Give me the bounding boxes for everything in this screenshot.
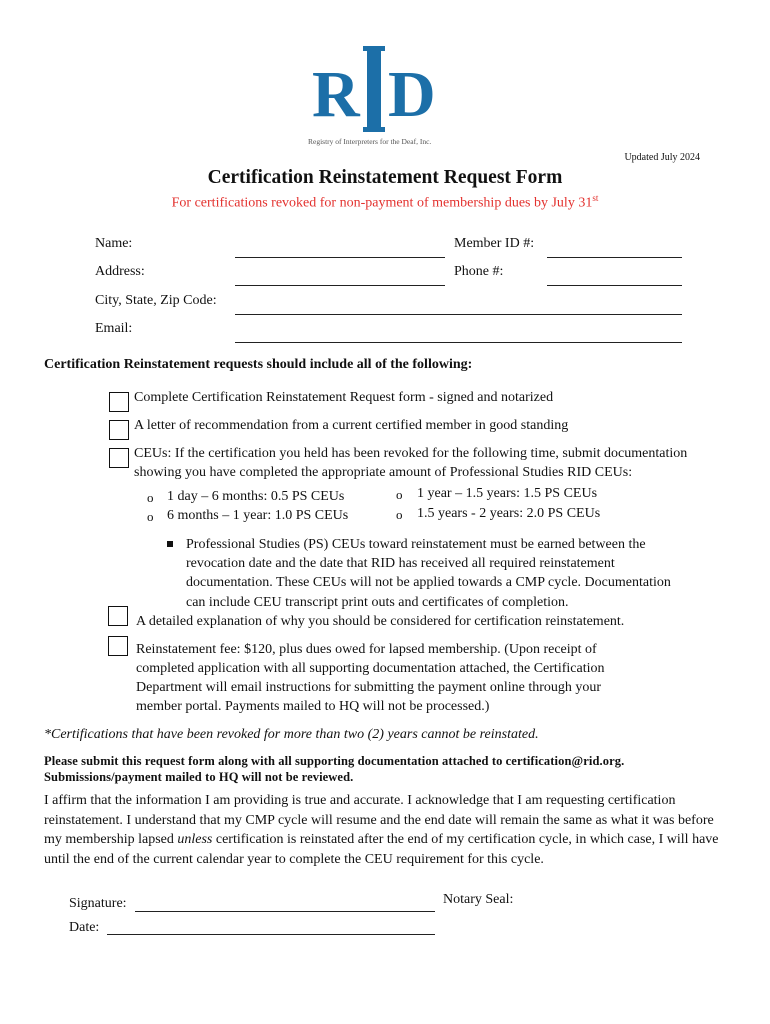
updated-date: Updated July 2024 xyxy=(624,152,700,163)
member-id-label: Member ID #: xyxy=(454,236,535,251)
address-label: Address: xyxy=(95,264,145,279)
ceu-bullet-icon: o xyxy=(147,490,154,505)
rid-logo xyxy=(308,44,468,154)
logo-letter-r: R xyxy=(312,58,360,131)
ceu-bullet-icon: o xyxy=(396,507,403,522)
fee-line: member portal. Payments mailed to HQ will not be processed.) xyxy=(136,699,490,714)
affirmation-paragraph xyxy=(44,791,734,869)
affirmation-part1: I affirm that the information I am providing is true and accurate. I acknowledge that I am requesting certification reinstatement. I understand that my CMP cycle will resume and the end date will remain the same as what it was before my membership lapsed xyxy=(44,793,714,847)
submit-line2: Submissions/payment mailed to HQ will not be reviewed. xyxy=(44,770,354,784)
rid-logo-graphic xyxy=(308,44,468,154)
logo-letter-d: D xyxy=(388,58,436,131)
affirmation-part2: certification is reinstated after the end of my certification cycle, in which case, I will have until the end of the current calendar year to complete the CEU requirement for this cycle. xyxy=(44,832,719,867)
ceu-bullet-icon: o xyxy=(147,509,154,524)
ceu-option: 6 months – 1 year: 1.0 PS CEUs xyxy=(167,508,349,523)
submit-line1: Please submit this request form along with all supporting documentation attached to certification@rid.org. xyxy=(44,754,625,768)
date-field[interactable] xyxy=(107,934,435,935)
page-subtitle xyxy=(0,193,770,212)
submit-instructions xyxy=(44,753,624,785)
requirement-ceus-line2: showing you have completed the appropriate amount of Professional Studies RID CEUs: xyxy=(134,465,633,480)
ps-note-line: revocation date and the date that RID has received all required reinstatement xyxy=(186,556,615,571)
requirement-explanation: A detailed explanation of why you should be considered for certification reinstatement. xyxy=(136,614,625,629)
requirement-recommendation-letter: A letter of recommendation from a current certified member in good standing xyxy=(134,418,569,433)
phone-label: Phone #: xyxy=(454,264,504,279)
page-title: Certification Reinstatement Request Form xyxy=(207,167,563,188)
requirements-heading: Certification Reinstatement requests should include all of the following: xyxy=(44,357,473,372)
ceu-option: 1 day – 6 months: 0.5 PS CEUs xyxy=(167,489,345,504)
checkbox-explanation[interactable] xyxy=(108,606,128,626)
signature-label: Signature: xyxy=(69,896,127,911)
fee-line: Department will email instructions for submitting the payment online through your xyxy=(136,680,602,695)
city-state-zip-label: City, State, Zip Code: xyxy=(95,293,217,308)
member-id-field[interactable] xyxy=(547,257,682,258)
phone-field[interactable] xyxy=(547,285,682,286)
requirement-ceus-line1: CEUs: If the certification you held has been revoked for the following time, submit documentation xyxy=(134,446,688,461)
requirement-request-form: Complete Certification Reinstatement Request form - signed and notarized xyxy=(134,390,554,405)
logo-i-stem xyxy=(367,46,381,132)
email-label: Email: xyxy=(95,321,133,336)
checkbox-recommendation-letter[interactable] xyxy=(109,420,129,440)
ps-note-line: documentation. These CEUs will not be applied towards a CMP cycle. Documentation xyxy=(186,575,671,590)
checkbox-reinstatement-fee[interactable] xyxy=(108,636,128,656)
checkbox-request-form[interactable] xyxy=(109,392,129,412)
name-field[interactable] xyxy=(235,257,445,258)
city-state-zip-field[interactable] xyxy=(235,314,682,315)
signature-field[interactable] xyxy=(135,911,435,912)
fee-line: Reinstatement fee: $120, plus dues owed for lapsed membership. (Upon receipt of xyxy=(136,642,597,657)
date-label: Date: xyxy=(69,920,100,935)
logo-i-bottom-serif xyxy=(363,127,385,132)
revoked-note: *Certifications that have been revoked for more than two (2) years cannot be reinstated. xyxy=(44,727,539,742)
logo-tagline: Registry of Interpreters for the Deaf, Inc. xyxy=(308,137,432,146)
address-field[interactable] xyxy=(235,285,445,286)
ceu-bullet-icon: o xyxy=(396,487,403,502)
ps-note-line: Professional Studies (PS) CEUs toward reinstatement must be earned between the xyxy=(186,537,646,552)
subtitle-sup: st xyxy=(592,193,599,203)
affirmation-italic: unless xyxy=(177,832,213,847)
name-label: Name: xyxy=(95,236,133,251)
email-field[interactable] xyxy=(235,342,682,343)
ceu-option: 1 year – 1.5 years: 1.5 PS CEUs xyxy=(417,486,598,501)
ps-note-line: can include CEU transcript print outs and certificates of completion. xyxy=(186,595,569,610)
checkbox-ceus[interactable] xyxy=(109,448,129,468)
subtitle-text: For certifications revoked for non-payment of membership dues by July 31 xyxy=(171,195,593,211)
fee-line: completed application with all supporting documentation attached, the Certification xyxy=(136,661,605,676)
ceu-option: 1.5 years - 2 years: 2.0 PS CEUs xyxy=(417,506,601,521)
notary-seal-label: Notary Seal: xyxy=(443,892,514,907)
square-bullet-icon xyxy=(167,541,173,547)
